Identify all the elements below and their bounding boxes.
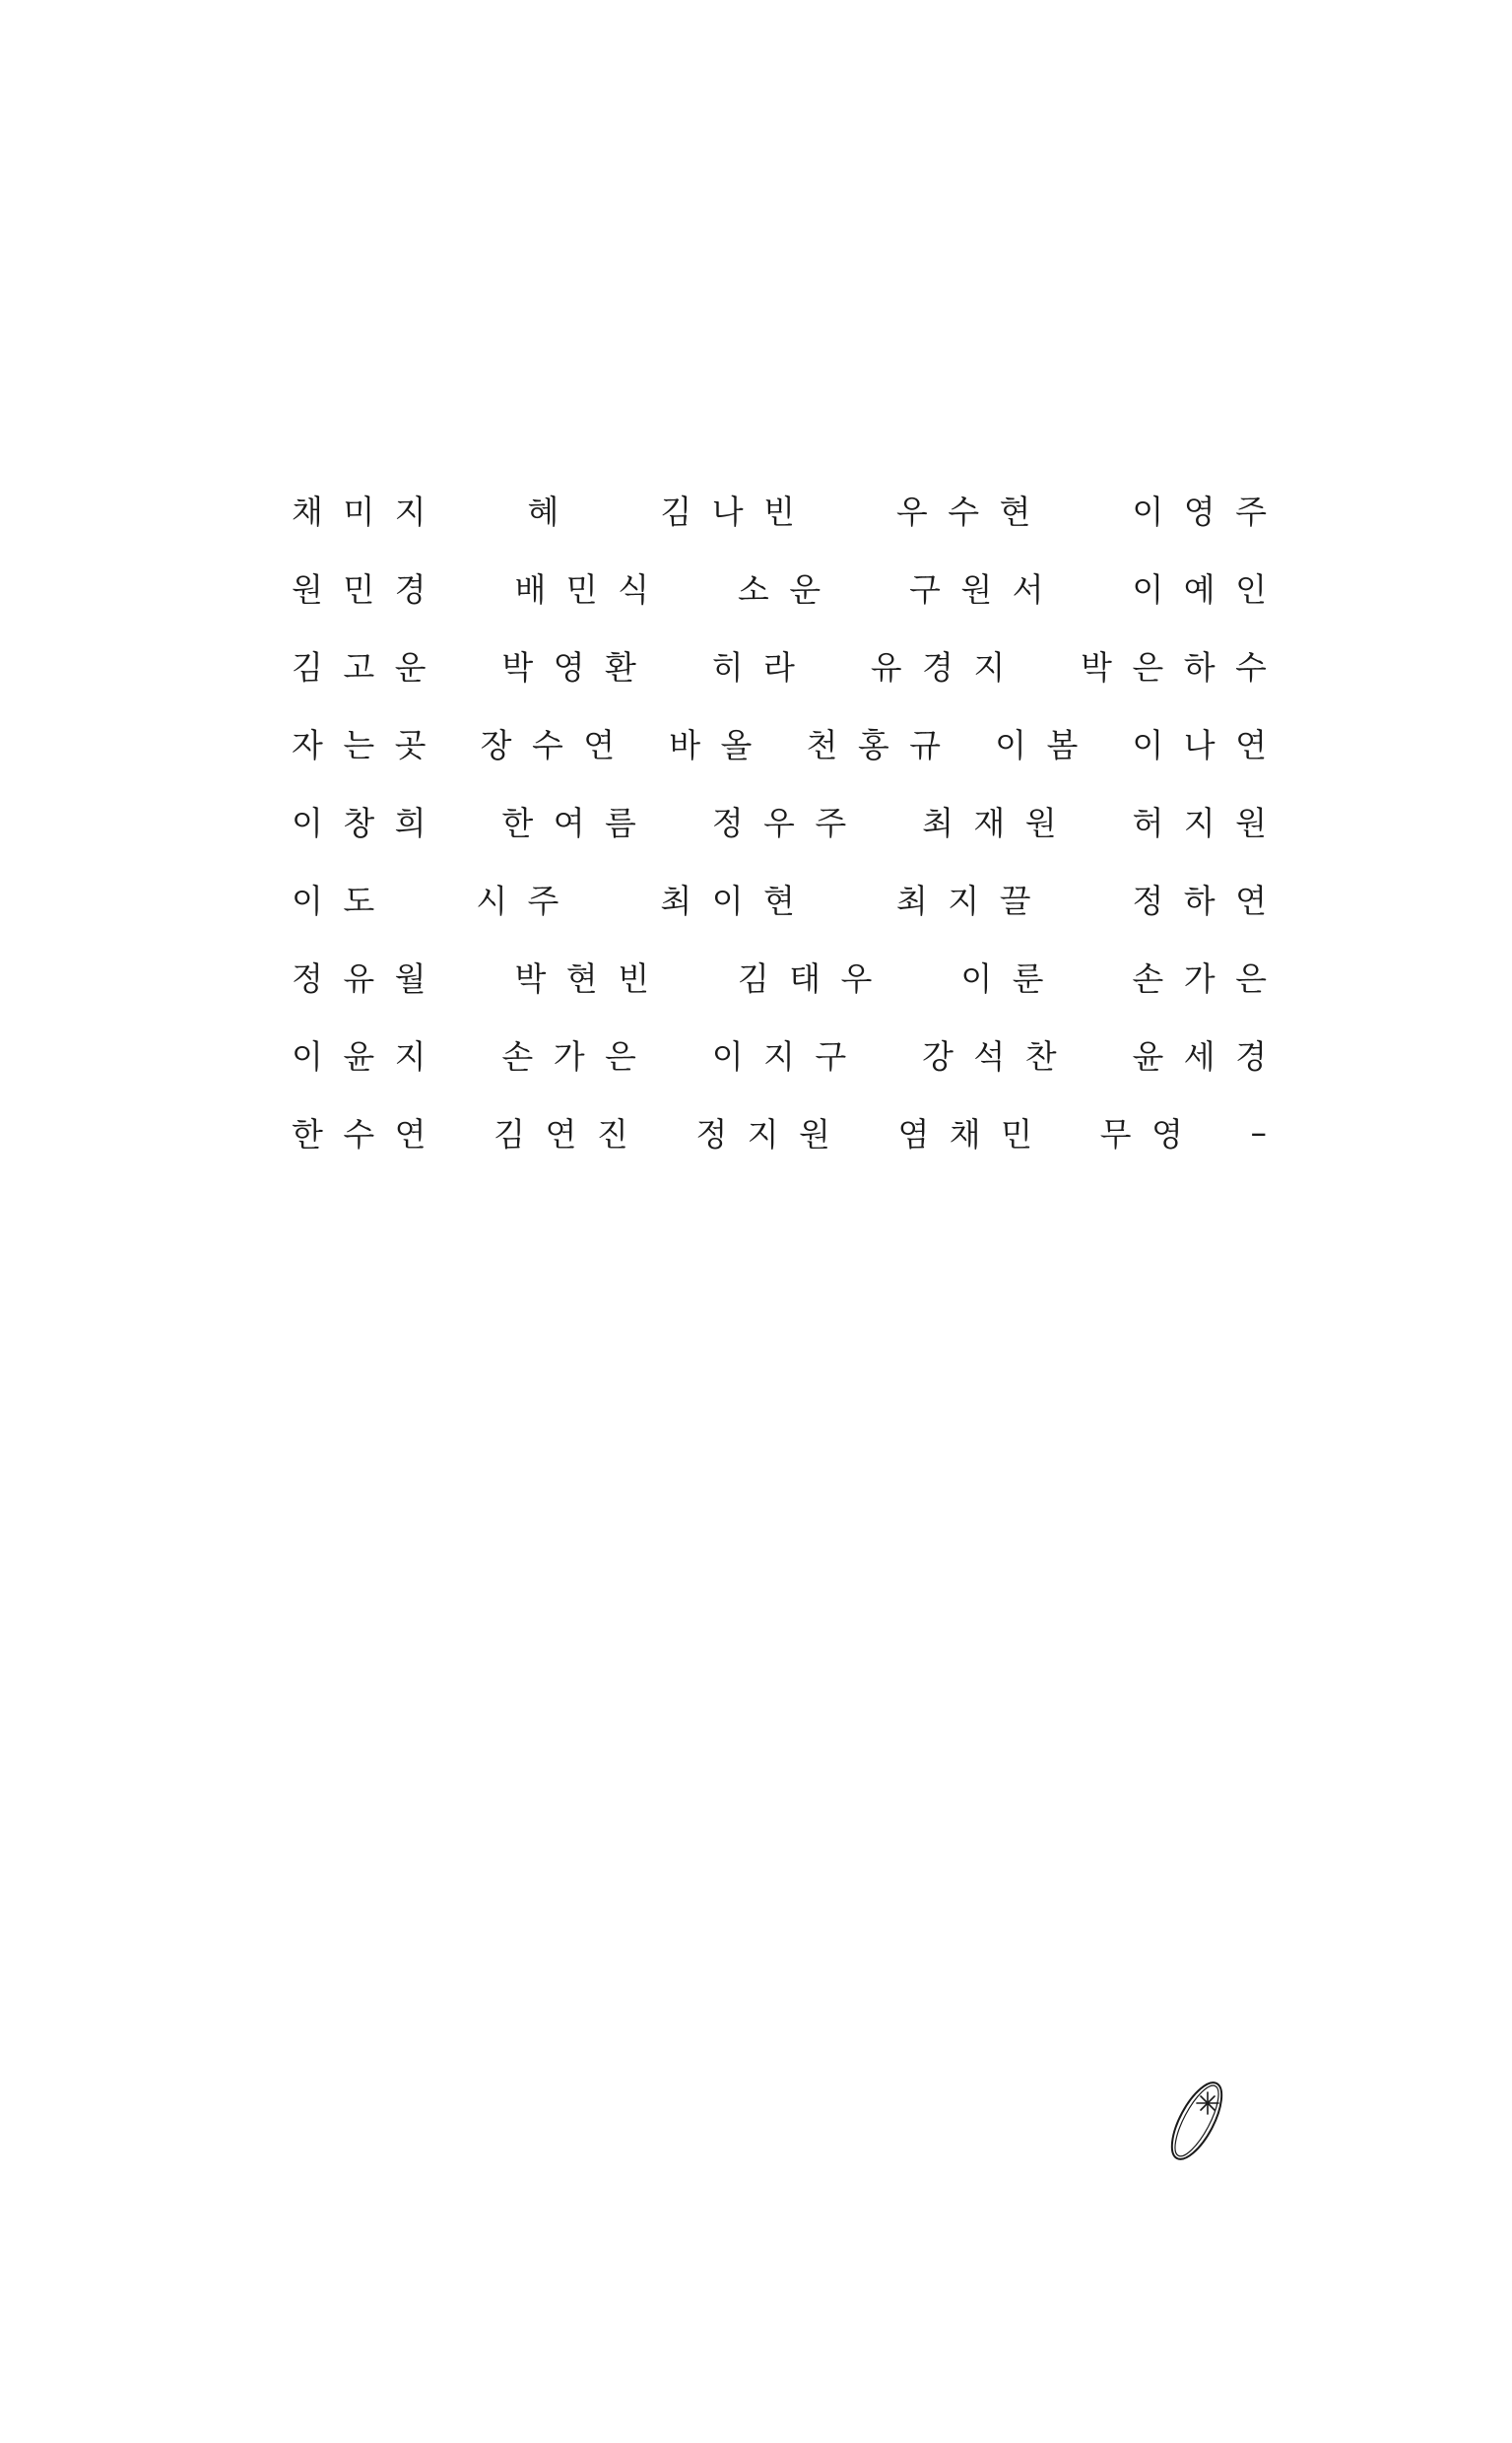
name: 손가은 [1132, 959, 1287, 998]
name: 이지구 [711, 1037, 867, 1076]
name-row [292, 1016, 1287, 1093]
name: 이창희 [292, 804, 447, 842]
name: 박은하수 [1081, 648, 1287, 687]
name: 무영 [1099, 1115, 1204, 1154]
name: 소운 [737, 570, 841, 609]
name: 이나연 [1132, 726, 1287, 764]
name: 정유월 [292, 959, 447, 998]
publisher-orbit-logo-icon [1160, 2077, 1233, 2165]
name: 염채민 [897, 1115, 1053, 1154]
name: 최재원 [922, 804, 1078, 842]
name: 이도 [292, 882, 395, 920]
name: 김태우 [737, 959, 892, 998]
name: 박현빈 [514, 959, 670, 998]
name: 바올 [669, 726, 772, 764]
name: 채미지 [292, 493, 447, 531]
name-row [292, 1093, 1287, 1171]
credits-name-list [292, 471, 1287, 1171]
name: 정지원 [695, 1115, 851, 1154]
name: 한여름 [501, 804, 657, 842]
name: 최지끌 [895, 882, 1051, 920]
name: 시주 [476, 882, 579, 920]
name: 원민경 [292, 570, 447, 609]
name: 정하연 [1132, 882, 1287, 920]
name: 한수연 [292, 1115, 447, 1154]
name: 이윤지 [292, 1037, 447, 1076]
name-row [292, 549, 1287, 627]
name: 장수연 [480, 726, 635, 764]
name-row [292, 704, 1287, 782]
name-row [292, 860, 1287, 938]
name: 구원서 [908, 570, 1064, 609]
name: 히라 [711, 648, 816, 687]
name-row [292, 471, 1287, 549]
name-row [292, 938, 1287, 1016]
name: 김나빈 [660, 493, 816, 531]
name: 손가은 [501, 1037, 657, 1076]
name: 박영환 [501, 648, 657, 687]
name: 김고운 [292, 648, 447, 687]
name: 최이현 [660, 882, 816, 920]
name: 이룬 [960, 959, 1064, 998]
name-row [292, 627, 1287, 704]
name: 윤세경 [1132, 1037, 1287, 1076]
name: 김연진 [493, 1115, 649, 1154]
name: 이영주 [1132, 493, 1287, 531]
name: 정우주 [711, 804, 867, 842]
name: 배민식 [514, 570, 670, 609]
name: 이예인 [1132, 570, 1287, 609]
name: 우수현 [895, 493, 1051, 531]
name: – [1250, 1113, 1287, 1152]
name: 유경지 [870, 648, 1025, 687]
name: 강석찬 [922, 1037, 1078, 1076]
name-row [292, 782, 1287, 860]
name: 이봄 [995, 726, 1098, 764]
name: 혜 [527, 493, 579, 531]
name: 자는곳 [292, 726, 447, 764]
name: 천홍규 [806, 726, 961, 764]
name: 허지원 [1132, 804, 1287, 842]
